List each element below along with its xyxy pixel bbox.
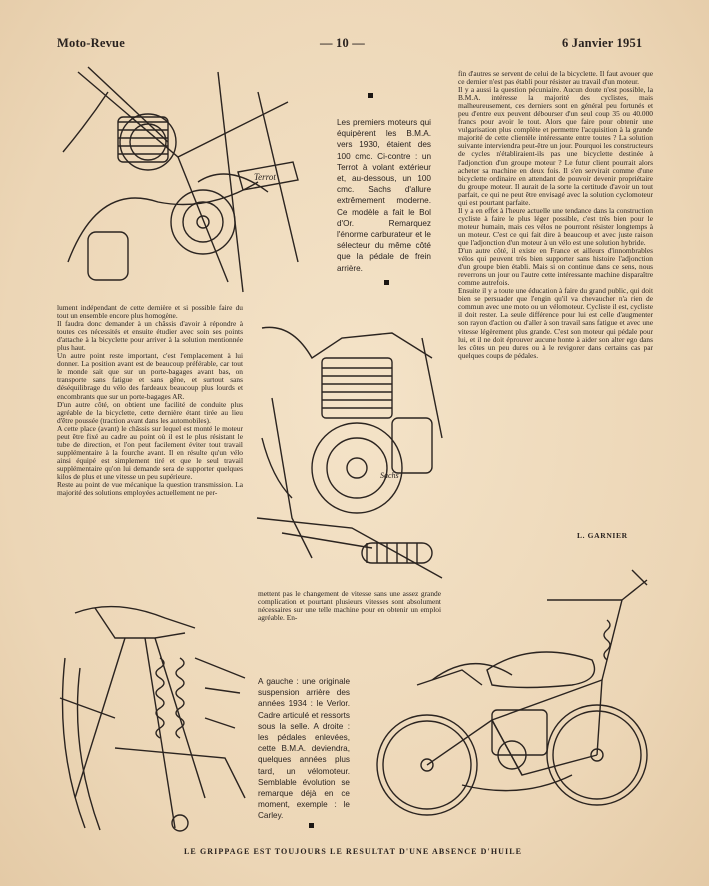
issue-date: 6 Janvier 1951 (562, 36, 643, 50)
footer-slogan: LE GRIPPAGE EST TOUJOURS LE RESULTAT D'UNE ABSENCE D'HUILE (184, 847, 523, 856)
sachs-engine-illustration (252, 318, 448, 586)
magazine-title: Moto-Revue (57, 36, 125, 50)
verlor-suspension-illustration (55, 598, 250, 840)
bma-motorbike-illustration (372, 560, 654, 838)
terrot-engine-illustration (58, 62, 310, 294)
article-column-right: fin d'autres se servent de celui de la bicyclette. Il faut avouer que ce dernier n'est pas établi pour résister au travail d'un moteur. Il y a aussi la question pécuniaire. Aucun doute n'est possible, la B.M.A. intéresse la majorité des cyclistes, mais malheureusement, ces derniers sont en général peu fortunés et peu d'entre eux peuvent débourser d'un seul coup 35 ou 40.000 francs pour avoir le tout. Alors que faire pour obtenir une vulgarisation plus complète et permettre l'acquisition à la grande majorité de cette clientèle intéressante entre toutes ? La solution suivante interviendra peut-être un jour. Pourquoi les constructeurs de cycles n'établiraient-ils pas une bicyclette destinée à l'adjonction d'un groupe moteur ? Le futur client pourrait alors acheter sa machine en deux fois. Il s'en servirait comme d'une bicyclette ordinaire en attendant de pouvoir devenir propriétaire du groupe moteur. Il aurait de la sorte la certitude d'avoir un tout parfait, ce qui ne peut être envisagé avec la solution cyclomoteur qui est pourtant parfaite. Il y a en effet à l'heure actuelle une tendance dans la construction cycliste à faire le plus léger possible, c'est très bien pour le moteur humain, mais ces vélos ne pourront résister longtemps à un moteur. C'est ce qui fait dire à beaucoup et avec juste raison que l'adjonction d'un moteur à un vélo est une solution hybride. D'un autre côté, il existe en France et ailleurs d'innombrables vélos qui peuvent très bien supporter sans histoire l'adjonction d'un groupe bien établi. Mais si on continue dans ce sens, nous reverrons un jour ou l'autre cette intéressante machine disparaître comme autrefois. Ensuite il y a toute une éducation à faire du grand public, qui doit bien se persuader que l'engin qu'il va chevaucher n'a rien de commun avec une moto ou un vélomoteur. Cycliste il est, cycliste il doit rester. La seule différence pour lui est celle d'augmenter son rayon d'action ou d'aller à son travail sans fatigue et avec une vitesse légèrement plus grande. C'est son moteur qui pédale pour lui, et il ne doit éprouver aucune honte à aider son alter ego dans les côtes un peu dures ou à le revigorer dans certains cas par quelques coups de pédales. (458, 70, 653, 360)
section-bullet (309, 823, 314, 828)
article-column-left: lument indépendant de cette dernière et si possible faire du tout un ensemble encore plus homogène. Il faudra donc demander à un châssis d'avoir à répondre à toutes ces nécessités et ensuite étudier avec soin ses points d'attache à la bicyclette pour arriver à la solution mentionnée plus haut. Un autre point reste important, c'est l'emplacement à lui donner. La position avant est de beaucoup préférable, car tout le monde sait que sur un porte-bagages avant bas, on transporte sans fatigue et sans gêne, et surtout sans déséquilibrage du vélo des fardeaux beaucoup plus lourds et encombrants que sur un porte-bagages AR. D'un autre côté, on obtient une facilité de conduite plus agréable de la bicyclette, cette dernière étant tirée au lieu d'être poussée (traction avant dans les automobiles). A cette place (avant) le châssis sur lequel est monté le moteur peut être fixé au cadre au point où il est le plus résistant le tube de direction, et l'on peut facilement éviter tout travail supplémentaire à la fourche avant. Il en résulte qu'un vélo ainsi équipé est simplement tiré et que le seul travail supplémentaire qu'on lui demande sera de supporter quelques kilos de plus et une vitesse un peu supérieure. Reste au point de vue mécanique la question transmission. La majorité des solutions employées actuellement ne per- (57, 304, 243, 498)
caption-early-engines: Les premiers moteurs qui équipèrent les B.M.A. vers 1930, étaient des 100 cmc. Ci-contre : un Terrot à volant extérieur et, au-dessous, un 100 cmc. Sachs d'allure extrêmement moderne. Ce modèle a fait le Bol d'Or. Remarquez l'énorme carburateur et le sélecteur du même côté que la pédale de frein arrière. (337, 118, 431, 273)
article-column-center: mettent pas le changement de vitesse sans une assez grande complication et pourtant plusieurs vitesses sont absolument nécessaires sur une telle machine pour en obtenir un emploi agréable. En- (258, 590, 441, 623)
section-bullet (368, 93, 373, 98)
sachs-label: Sachs (380, 471, 399, 480)
page-number: — 10 — (320, 36, 365, 50)
section-bullet (384, 280, 389, 285)
terrot-label: Terrot (254, 172, 276, 182)
caption-suspension-bma: A gauche : une originale suspension arrière des années 1934 : le Verlor. Cadre articulé et ressorts sous la selle. A droite : les pédales enlevées, cette B.M.A. deviendra, quelques années plus tard, un vélomoteur. Semblable évolution se remarque déjà en ce moment, exemple : le Carley. (258, 677, 350, 821)
author-signature: L. GARNIER (577, 531, 628, 540)
